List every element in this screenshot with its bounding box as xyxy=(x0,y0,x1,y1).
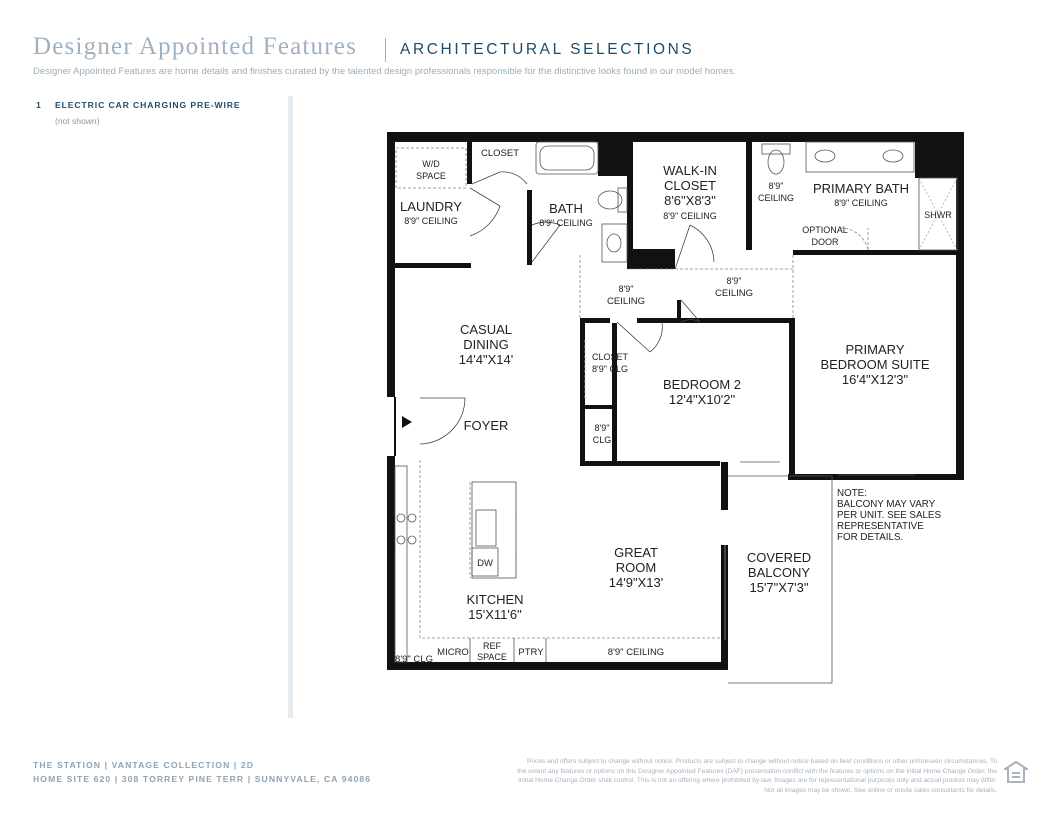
casual-dining-label-1: CASUAL xyxy=(459,322,513,337)
kitchen-clg-label: 8'9" CLG xyxy=(395,654,433,665)
feature-label: ELECTRIC CAR CHARGING PRE-WIRE xyxy=(55,100,241,110)
optional-door-label-1: OPTIONAL xyxy=(802,225,848,235)
wd-space-label-2: SPACE xyxy=(416,171,446,181)
pantry-label: PTRY xyxy=(518,647,544,658)
entry-arrow-icon xyxy=(402,416,412,428)
laundry-ceiling: 8'9" CEILING xyxy=(404,216,458,226)
note-line-2: BALCONY MAY VARY xyxy=(837,499,936,510)
walkin-label-1: WALK-IN xyxy=(663,163,717,178)
bedroom2-dims: 12'4"X10'2" xyxy=(668,392,736,407)
balcony-dims: 15'7"X7'3" xyxy=(749,580,809,595)
page-description: Designer Appointed Features are home details and finishes curated by the talented design professionals responsible for the distinctive looks found in our model homes. xyxy=(33,66,736,77)
note-line-3: PER UNIT. SEE SALES xyxy=(837,510,941,521)
primary-bedroom-dims: 16'4"X12'3" xyxy=(841,372,909,387)
page-subtitle: ARCHITECTURAL SELECTIONS xyxy=(400,41,695,58)
optional-door-label-2: DOOR xyxy=(811,237,839,247)
kitchen-label: KITCHEN xyxy=(466,592,524,607)
hall-ceiling-right-1: 8'9" xyxy=(726,276,742,286)
bedroom2-label: BEDROOM 2 xyxy=(662,377,742,392)
bed2-small-clg-1: 8'9" xyxy=(594,423,610,433)
footer-community: THE STATION | VANTAGE COLLECTION | 2D xyxy=(33,760,255,770)
casual-dining-label-2: DINING xyxy=(463,337,509,352)
hall-ceiling-left-1: 8'9" xyxy=(618,284,634,294)
great-room-label-2: ROOM xyxy=(615,560,657,575)
micro-label: MICRO xyxy=(437,647,469,658)
bed2-small-clg-2: CLG xyxy=(592,435,612,445)
hall-ceiling-right-2: CEILING xyxy=(714,288,754,299)
primary-bedroom-label-2: BEDROOM SUITE xyxy=(820,357,930,372)
walkin-ceiling: 8'9" CEILING xyxy=(663,211,717,221)
laundry-label: LAUNDRY xyxy=(400,199,462,214)
primary-bath-ceiling: 8'9" CEILING xyxy=(834,198,888,208)
shower-label: SHWR xyxy=(924,210,952,220)
hall-ceiling-left-2: CEILING xyxy=(606,296,646,307)
note-line-5: FOR DETAILS. xyxy=(837,532,904,543)
foyer-label: FOYER xyxy=(463,418,509,433)
great-room-dims: 14'9"X13' xyxy=(608,575,664,590)
page-title: Designer Appointed Features xyxy=(33,33,358,60)
pbath-ceiling-left-2: CEILING xyxy=(757,193,795,203)
bottom-ceiling-label: 8'9" CEILING xyxy=(607,647,665,658)
equal-housing-icon xyxy=(1004,761,1028,783)
walkin-label-2: CLOSET xyxy=(663,178,717,193)
balcony-note xyxy=(837,488,941,543)
closet-bed2-ceiling: 8'9" CLG xyxy=(592,364,628,374)
ref-space-label-1: REF xyxy=(483,641,501,651)
closet-top-label: CLOSET xyxy=(480,148,520,159)
primary-bedroom-label-1: PRIMARY xyxy=(845,342,905,357)
casual-dining-dims: 14'4"X14' xyxy=(458,352,514,367)
footer-legal: Prices and offers subject to change without notice. Products are subject to change without notice based on field conditions or other unforeseen circumstances. To the extent any features or options on this Designer Appointed Features (DAF) presentation conflict with the features or options on the initial Home Change Order, the initial Home Change Order shall control. This is not an offering where prohibited by law. Images are for representational purposes only and actual product may differ. Not all images may be shown. See online or onsite sales consultants for details. xyxy=(517,758,997,794)
footer-address: HOME SITE 620 | 308 TORREY PINE TERR | SUNNYVALE, CA 94086 xyxy=(33,774,372,784)
closet-bed2-label: CLOSET xyxy=(591,352,629,362)
balcony-label-1: COVERED xyxy=(746,550,812,565)
primary-bath-label: PRIMARY BATH xyxy=(812,181,910,196)
note-line-1: NOTE: xyxy=(837,488,867,499)
feature-note: (not shown) xyxy=(55,116,100,126)
bath-ceiling: 8'9" CEILING xyxy=(539,218,593,228)
dishwasher-label: DW xyxy=(477,558,493,569)
bath-label: BATH xyxy=(549,201,583,216)
pbath-ceiling-left-1: 8'9" xyxy=(768,181,784,191)
great-room-label-1: GREAT xyxy=(614,545,658,560)
ref-space-label-2: SPACE xyxy=(477,652,507,662)
note-line-4: REPRESENTATIVE xyxy=(837,521,924,532)
walkin-dims: 8'6"X8'3" xyxy=(664,193,716,208)
wd-space-label-1: W/D xyxy=(422,159,440,169)
balcony-label-2: BALCONY xyxy=(747,565,811,580)
room-labels xyxy=(395,148,952,665)
feature-number: 1 xyxy=(36,100,42,110)
kitchen-dims: 15'X11'6" xyxy=(468,607,522,622)
